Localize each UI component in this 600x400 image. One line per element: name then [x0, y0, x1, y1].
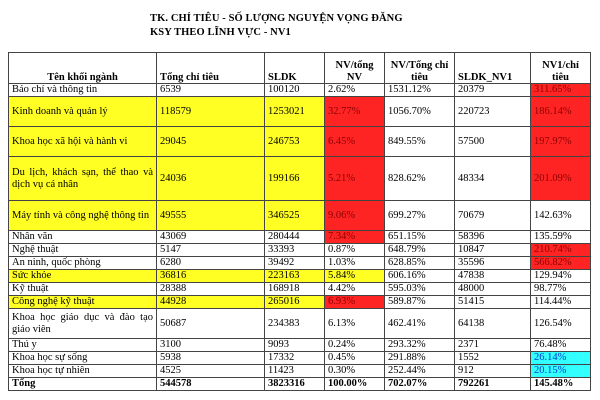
- nv-share-cell: 1.03%: [325, 257, 385, 270]
- header-row: [9, 53, 591, 84]
- nv1-quota-cell: 186.14%: [531, 97, 591, 127]
- field-name-cell: Kỹ thuật: [9, 283, 157, 296]
- sldk-nv1-cell: 1552: [455, 352, 531, 365]
- sldk-cell: 223163: [265, 270, 325, 283]
- nv-share-cell: 32.77%: [325, 97, 385, 127]
- nv1-quota-cell: 126.54%: [531, 309, 591, 339]
- field-name-cell: Khoa học xã hội và hành vi: [9, 127, 157, 157]
- nv-share-cell: 2.62%: [325, 84, 385, 97]
- nv-share-cell: 0.30%: [325, 365, 385, 378]
- table-row: [9, 157, 591, 201]
- sldk-total-cell: 3823316: [265, 378, 325, 391]
- field-name-cell: Công nghệ kỹ thuật: [9, 296, 157, 309]
- nv1-quota-cell: 98.77%: [531, 283, 591, 296]
- field-name-cell: Thú y: [9, 339, 157, 352]
- sldk-nv1-cell: 35596: [455, 257, 531, 270]
- nv-quota-cell: 651.15%: [385, 231, 455, 244]
- field-name-cell: Khoa học sự sống: [9, 352, 157, 365]
- total-quota-cell: 6539: [157, 84, 265, 97]
- sldk-cell: 280444: [265, 231, 325, 244]
- header-nv-quota: NV/Tổng chỉ tiêu: [385, 53, 455, 84]
- nv-share-cell: 6.13%: [325, 309, 385, 339]
- header-sldk-nv1: SLDK_NV1: [455, 53, 531, 84]
- nv-quota-cell: 828.62%: [385, 157, 455, 201]
- sldk-nv1-cell: 57500: [455, 127, 531, 157]
- table-row: [9, 352, 591, 365]
- table-row: [9, 283, 591, 296]
- nv-quota-cell: 628.85%: [385, 257, 455, 270]
- sldk-cell: 33393: [265, 244, 325, 257]
- document-title: [150, 12, 470, 40]
- sldk-cell: 17332: [265, 352, 325, 365]
- title-line-1: TK. CHỈ TIÊU - SỐ LƯỢNG NGUYỆN VỌNG ĐĂNG: [150, 13, 403, 24]
- total-quota-cell: 50687: [157, 309, 265, 339]
- nv-share-cell: 5.84%: [325, 270, 385, 283]
- total-quota-cell: 49555: [157, 201, 265, 231]
- field-name-cell: Khoa học giáo dục và đào tạo giáo viên: [9, 309, 157, 339]
- nv-quota-cell: 293.32%: [385, 339, 455, 352]
- sldk-cell: 100120: [265, 84, 325, 97]
- total-quota-cell: 3100: [157, 339, 265, 352]
- sldk-cell: 246753: [265, 127, 325, 157]
- nv-quota-cell: 1531.12%: [385, 84, 455, 97]
- stats-table: [8, 52, 591, 391]
- nv-quota-cell: 291.88%: [385, 352, 455, 365]
- nv1-quota-cell: 201.09%: [531, 157, 591, 201]
- sldk-cell: 346525: [265, 201, 325, 231]
- nv1-quota-cell: 114.44%: [531, 296, 591, 309]
- field-name-cell: Máy tính và công nghệ thông tin: [9, 201, 157, 231]
- nv1-quota-cell: 197.97%: [531, 127, 591, 157]
- nv-quota-cell: 462.41%: [385, 309, 455, 339]
- sldk-nv1-cell: 2371: [455, 339, 531, 352]
- nv-share-cell: 6.93%: [325, 296, 385, 309]
- sldk-nv1-cell: 220723: [455, 97, 531, 127]
- nv1-quota-cell: 566.82%: [531, 257, 591, 270]
- total-quota-cell: 4525: [157, 365, 265, 378]
- sldk-nv1-cell: 20379: [455, 84, 531, 97]
- table-row: [9, 244, 591, 257]
- table-row: [9, 270, 591, 283]
- sldk-nv1-cell: 47838: [455, 270, 531, 283]
- table-row: [9, 339, 591, 352]
- table-row: [9, 201, 591, 231]
- total-quota-cell: 43069: [157, 231, 265, 244]
- sldk-cell: 11423: [265, 365, 325, 378]
- sldk-nv1-cell: 48000: [455, 283, 531, 296]
- nv1-quota-cell: 142.63%: [531, 201, 591, 231]
- table-row: [9, 296, 591, 309]
- nv1-quota-cell: 210.74%: [531, 244, 591, 257]
- table-row: [9, 97, 591, 127]
- field-name-cell: An ninh, quốc phòng: [9, 257, 157, 270]
- field-name-cell: Nhân văn: [9, 231, 157, 244]
- header-sldk: SLDK: [265, 53, 325, 84]
- sldk-nv1-cell: 51415: [455, 296, 531, 309]
- sldk-nv1-total-cell: 792261: [455, 378, 531, 391]
- total-quota-cell: 28388: [157, 283, 265, 296]
- sldk-nv1-cell: 58396: [455, 231, 531, 244]
- title-line-2: KSY THEO LĨNH VỰC - NV1: [150, 27, 291, 38]
- nv-quota-cell: 1056.70%: [385, 97, 455, 127]
- total-quota-cell: 118579: [157, 97, 265, 127]
- table-row: [9, 127, 591, 157]
- sldk-nv1-cell: 64138: [455, 309, 531, 339]
- field-name-cell: Nghệ thuật: [9, 244, 157, 257]
- nv-quota-cell: 606.16%: [385, 270, 455, 283]
- nv-quota-cell: 699.27%: [385, 201, 455, 231]
- table-row: [9, 231, 591, 244]
- header-total: Tổng chỉ tiêu: [157, 53, 265, 84]
- nv-share-cell: 6.45%: [325, 127, 385, 157]
- sldk-nv1-cell: 48334: [455, 157, 531, 201]
- sldk-cell: 39492: [265, 257, 325, 270]
- header-nv1-quota: NV1/chỉ tiêu: [531, 53, 591, 84]
- field-name-cell: Sức khỏe: [9, 270, 157, 283]
- nv-share-cell: 0.87%: [325, 244, 385, 257]
- field-name-cell: Du lịch, khách sạn, thể thao và dịch vụ cá nhân: [9, 157, 157, 201]
- sldk-cell: 265016: [265, 296, 325, 309]
- field-name-cell: Kinh doanh và quản lý: [9, 97, 157, 127]
- nv-share-cell: 9.06%: [325, 201, 385, 231]
- total-quota-cell: 24036: [157, 157, 265, 201]
- sldk-nv1-cell: 912: [455, 365, 531, 378]
- table-row: [9, 309, 591, 339]
- total-quota-cell: 44928: [157, 296, 265, 309]
- header-nv-share: NV/tổng NV: [325, 53, 385, 84]
- total-quota-cell: 5938: [157, 352, 265, 365]
- nv-quota-cell: 595.03%: [385, 283, 455, 296]
- nv-quota-cell: 648.79%: [385, 244, 455, 257]
- nv-share-cell: 0.24%: [325, 339, 385, 352]
- nv-share-cell: 0.45%: [325, 352, 385, 365]
- nv1-quota-cell: 20.15%: [531, 365, 591, 378]
- nv-quota-cell: 252.44%: [385, 365, 455, 378]
- header-field: Tên khối ngành: [9, 53, 157, 84]
- nv-quota-total-cell: 702.07%: [385, 378, 455, 391]
- nv-share-cell: 7.34%: [325, 231, 385, 244]
- nv1-quota-total-cell: 145.48%: [531, 378, 591, 391]
- table-row: [9, 365, 591, 378]
- nv-share-cell: 5.21%: [325, 157, 385, 201]
- sldk-cell: 199166: [265, 157, 325, 201]
- total-quota-cell: 5147: [157, 244, 265, 257]
- field-name-cell: Khoa học tự nhiên: [9, 365, 157, 378]
- nv1-quota-cell: 311.65%: [531, 84, 591, 97]
- nv-share-cell: 4.42%: [325, 283, 385, 296]
- sldk-cell: 234383: [265, 309, 325, 339]
- sldk-nv1-cell: 10847: [455, 244, 531, 257]
- total-row: [9, 378, 591, 391]
- nv1-quota-cell: 135.59%: [531, 231, 591, 244]
- nv-share-total-cell: 100.00%: [325, 378, 385, 391]
- nv1-quota-cell: 129.94%: [531, 270, 591, 283]
- total-quota-cell: 36816: [157, 270, 265, 283]
- nv-quota-cell: 849.55%: [385, 127, 455, 157]
- sldk-cell: 168918: [265, 283, 325, 296]
- total-quota-cell: 29045: [157, 127, 265, 157]
- table-row: [9, 257, 591, 270]
- table-row: [9, 84, 591, 97]
- field-name-total-cell: Tổng: [9, 378, 157, 391]
- sldk-cell: 1253021: [265, 97, 325, 127]
- sldk-cell: 9093: [265, 339, 325, 352]
- nv1-quota-cell: 76.48%: [531, 339, 591, 352]
- sldk-nv1-cell: 70679: [455, 201, 531, 231]
- field-name-cell: Báo chí và thông tin: [9, 84, 157, 97]
- nv1-quota-cell: 26.14%: [531, 352, 591, 365]
- total-quota-cell: 6280: [157, 257, 265, 270]
- total-quota-total-cell: 544578: [157, 378, 265, 391]
- nv-quota-cell: 589.87%: [385, 296, 455, 309]
